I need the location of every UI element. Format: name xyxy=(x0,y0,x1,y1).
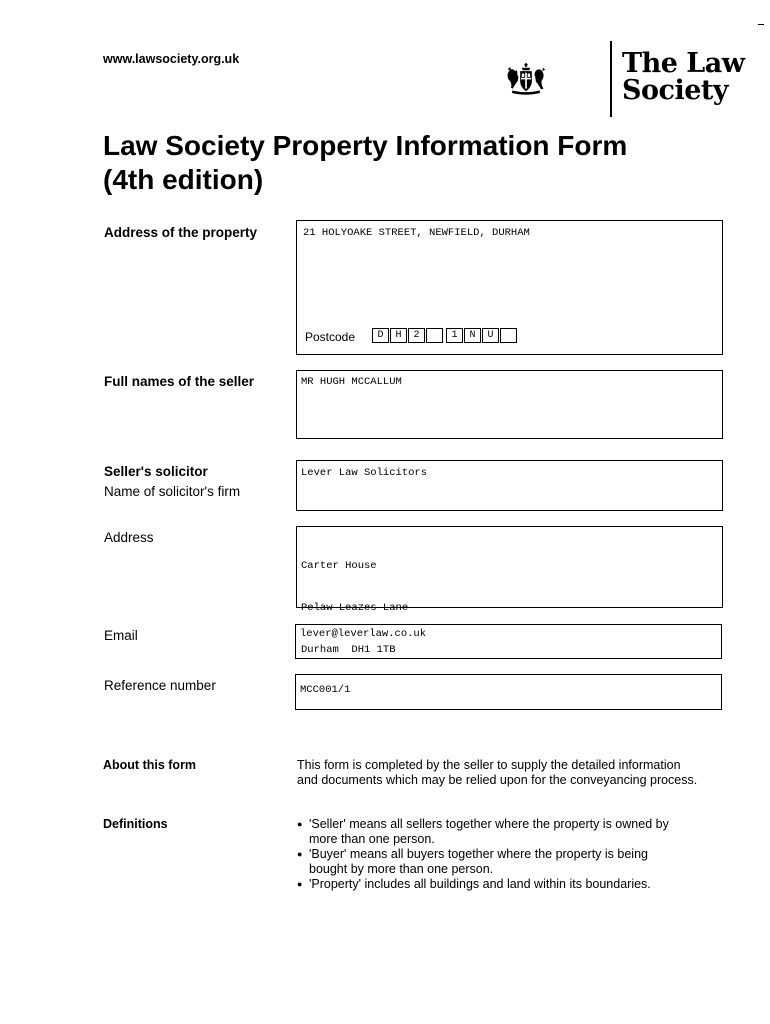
solicitor-email-value: lever@leverlaw.co.uk xyxy=(300,628,427,640)
definition-seller-line-1: ● 'Seller' means all sellers together where the property is owned by xyxy=(309,817,669,831)
reference-number-field[interactable] xyxy=(295,674,722,710)
property-address-field[interactable] xyxy=(296,220,723,355)
reference-number-value: MCC001/1 xyxy=(300,684,351,696)
logo-wordmark xyxy=(622,50,745,104)
solicitor-address-label: Address xyxy=(104,530,154,545)
title-line-1: Law Society Property Information Form xyxy=(103,130,628,161)
solicitor-address-line-1: Carter House xyxy=(301,560,377,572)
title-line-2: (4th edition) xyxy=(103,164,264,195)
solicitor-firm-label: Name of solicitor's firm xyxy=(104,484,241,499)
logo-divider xyxy=(610,41,612,117)
postcode-cell-4[interactable] xyxy=(426,328,443,343)
solicitor-firm-value: Lever Law Solicitors xyxy=(301,467,428,479)
page-title xyxy=(103,129,723,197)
seller-names-label: Full names of the seller xyxy=(104,374,255,389)
property-address-value: 21 HOLYOAKE STREET, NEWFIELD, DURHAM xyxy=(303,227,530,239)
website-url[interactable]: www.lawsociety.org.uk xyxy=(103,52,240,66)
postcode-cell-1[interactable]: D xyxy=(372,328,389,343)
solicitor-address-line-2: Pelaw Leazes Lane xyxy=(301,602,409,614)
definition-buyer-line-1: ● 'Buyer' means all buyers together where the property is being xyxy=(309,847,648,861)
logo-line-2: Society xyxy=(622,75,729,106)
postcode-cell-8[interactable] xyxy=(500,328,517,343)
about-form-line-1: This form is completed by the seller to supply the detailed information xyxy=(297,758,681,772)
about-form-line-2: and documents which may be relied upon for the conveyancing process. xyxy=(297,773,698,787)
definitions-label: Definitions xyxy=(103,817,168,831)
definition-buyer-line-2: bought by more than one person. xyxy=(309,862,494,876)
about-form-text xyxy=(297,758,747,788)
property-address-label: Address of the property xyxy=(104,225,258,240)
logo-line-1: The Law xyxy=(622,48,745,79)
law-society-crest-icon xyxy=(506,40,606,118)
solicitor-address-line-3: Durham DH1 1TB xyxy=(301,644,396,656)
definition-buyer xyxy=(297,847,737,877)
postcode-cell-6[interactable]: N xyxy=(464,328,481,343)
solicitor-email-field[interactable] xyxy=(295,624,722,659)
definitions-list xyxy=(297,817,737,892)
about-form-label: About this form xyxy=(103,758,197,772)
solicitor-address-value xyxy=(301,531,408,685)
seller-names-value: MR HUGH MCCALLUM xyxy=(301,376,402,388)
solicitor-heading: Seller's solicitor xyxy=(104,464,208,479)
postcode-group xyxy=(305,328,518,346)
postcode-cell-5[interactable]: 1 xyxy=(446,328,463,343)
definition-property xyxy=(297,877,737,892)
reference-number-label: Reference number xyxy=(104,678,216,693)
seller-names-field[interactable] xyxy=(296,370,723,439)
postcode-cell-3[interactable]: 2 xyxy=(408,328,425,343)
solicitor-email-label: Email xyxy=(104,628,138,643)
postcode-label: Postcode xyxy=(305,330,356,344)
definition-seller xyxy=(297,817,737,847)
postcode-cell-7[interactable]: U xyxy=(482,328,499,343)
definition-seller-line-2: more than one person. xyxy=(309,832,435,846)
corner-mark xyxy=(758,24,764,25)
postcode-cell-2[interactable]: H xyxy=(390,328,407,343)
definition-property-line-1: ● 'Property' includes all buildings and land within its boundaries. xyxy=(309,877,651,891)
solicitor-firm-field[interactable] xyxy=(296,460,723,511)
